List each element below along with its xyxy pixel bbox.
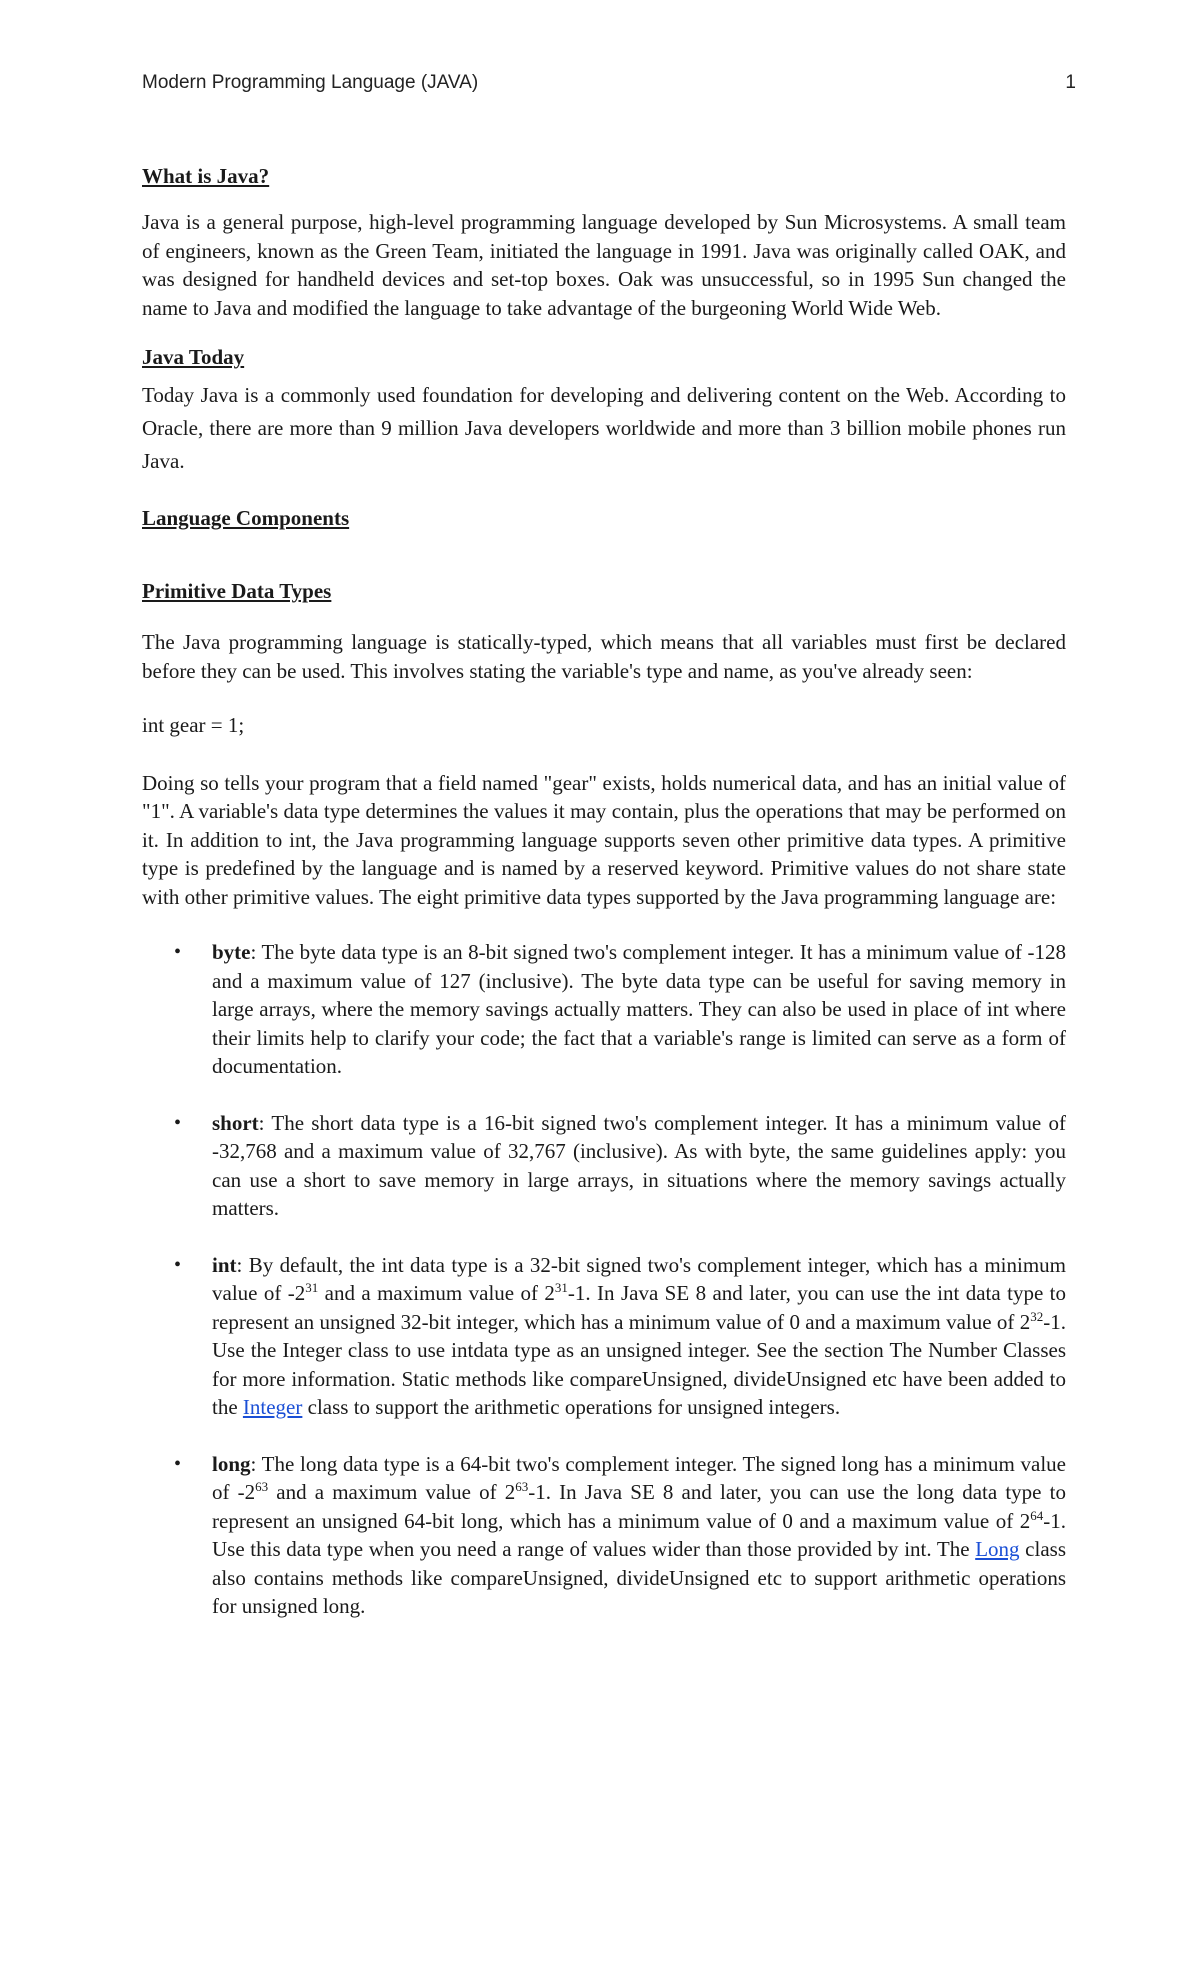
heading-language-components: Language Components [142, 506, 350, 530]
list-item-int [142, 1251, 1066, 1422]
desc-int-part3: -1. In Java SE 8 and later, you can use the int data type to represent an unsigned 32-bit integer, which has a minimum value of 0 and a maximum value of 2 [212, 1281, 1066, 1334]
list-item-short [142, 1109, 1066, 1223]
term-byte: byte [212, 940, 251, 964]
paragraph-primitive-intro: Doing so tells your program that a field named "gear" exists, holds numerical data, and has an initial value of "1". A variable's data type determines the values it may contain, plus the operations that may be performed on it. In addition to int, the Java programming language supports seven other primitive data types. A primitive type is predefined by the language and is named by a reserved keyword. Primitive values do not share state with other primitive values. The eight primitive data types supported by the Java programming language are: [142, 770, 1066, 909]
paragraph-statically-typed: The Java programming language is statically-typed, which means that all variables must first be declared before they can be used. This involves stating the variable's type and name, as you've already seen: [142, 630, 1066, 683]
code-example: int gear = 1; [142, 713, 245, 737]
page-header [142, 72, 1076, 94]
superscript-32: 32 [1030, 1308, 1044, 1324]
page-number: 1 [1065, 72, 1076, 93]
paragraph-what-is-java: Java is a general purpose, high-level programming language developed by Sun Microsystems. A small team of engineers, known as the Green Team, initiated the language in 1991. Java was originally called OAK, and was designed for handheld devices and set-top boxes. Oak was unsuccessful, so in 1995 Sun changed the name to Java and modified the language to take advantage of the burgeoning World Wide Web. [142, 210, 1066, 320]
list-item-long [142, 1450, 1066, 1621]
term-int: int [212, 1252, 237, 1277]
bullet-icon: • [174, 941, 182, 963]
heading-primitive-data-types: Primitive Data Types [142, 579, 332, 603]
bullet-icon: • [174, 1111, 182, 1134]
desc-short: : The short data type is a 16-bit signed two's complement integer. It has a minimum value of -32,768 and a maximum value of 32,767 (inclusive). As with byte, the same guidelines apply: you can use a short to save memory in large arrays, in situations where the memory savings actually matters. [212, 1110, 1066, 1220]
desc-int-part2: and a maximum value of 2 [318, 1281, 555, 1305]
desc-long-part5: class also contains methods like compareUnsigned, divideUnsigned etc to support arithmetic operations for unsigned long. [212, 1537, 1066, 1618]
superscript-31: 31 [305, 1280, 319, 1295]
desc-int-part4: -1. Use the Integer class to use intdata type as an unsigned integer. See the section The Number Classes for more information. Static methods like compareUnsigned, divideUnsigned etc have been added to the [212, 1309, 1066, 1419]
integer-class-link[interactable]: Integer [242, 1395, 303, 1419]
superscript-63: 63 [515, 1479, 529, 1494]
desc-long-part3: -1. In Java SE 8 and later, you can use the long data type to represent an unsigned 64-bit long, which has a minimum value of 0 and a maximum value of 2 [212, 1480, 1066, 1533]
desc-byte: : The byte data type is an 8-bit signed two's complement integer. It has a minimum value of -128 and a maximum value of 127 (inclusive). The byte data type can be useful for saving memory in large arrays, where the memory savings actually matters. They can also be used in place of int where their limits help to clarify your code; the fact that a variable's range is limited can serve as a form of documentation. [212, 940, 1066, 1078]
desc-long-part1: : The long data type is a 64-bit two's complement integer. The signed long has a minimum value of -2 [212, 1451, 1066, 1504]
heading-java-today: Java Today [142, 345, 245, 369]
long-class-link[interactable]: Long [975, 1537, 1020, 1561]
superscript-63: 63 [255, 1479, 269, 1494]
desc-long-part2: and a maximum value of 2 [268, 1480, 516, 1504]
paragraph-java-today: Today Java is a commonly used foundation for developing and delivering content on the Web. According to Oracle, there are more than 9 million Java developers worldwide and more than 3 billion mobile phones run Java. [142, 383, 1066, 473]
desc-long-part4: -1. Use this data type when you need a range of values wider than those provided by int. The [212, 1508, 1066, 1561]
list-item-byte [142, 938, 1066, 1081]
bullet-icon: • [174, 1253, 182, 1276]
bullet-icon: • [174, 1452, 182, 1475]
term-long: long [212, 1451, 251, 1476]
desc-int-part5: class to support the arithmetic operations for unsigned integers. [302, 1395, 841, 1419]
term-short: short [212, 1110, 259, 1135]
heading-what-is-java: What is Java? [142, 164, 270, 188]
header-title: Modern Programming Language (JAVA) [142, 72, 479, 93]
primitive-types-list [142, 938, 1066, 1621]
superscript-64: 64 [1030, 1507, 1044, 1523]
desc-int-part1: : By default, the int data type is a 32-bit signed two's complement integer, which has a minimum value of -2 [212, 1252, 1066, 1305]
superscript-31: 31 [554, 1280, 568, 1295]
